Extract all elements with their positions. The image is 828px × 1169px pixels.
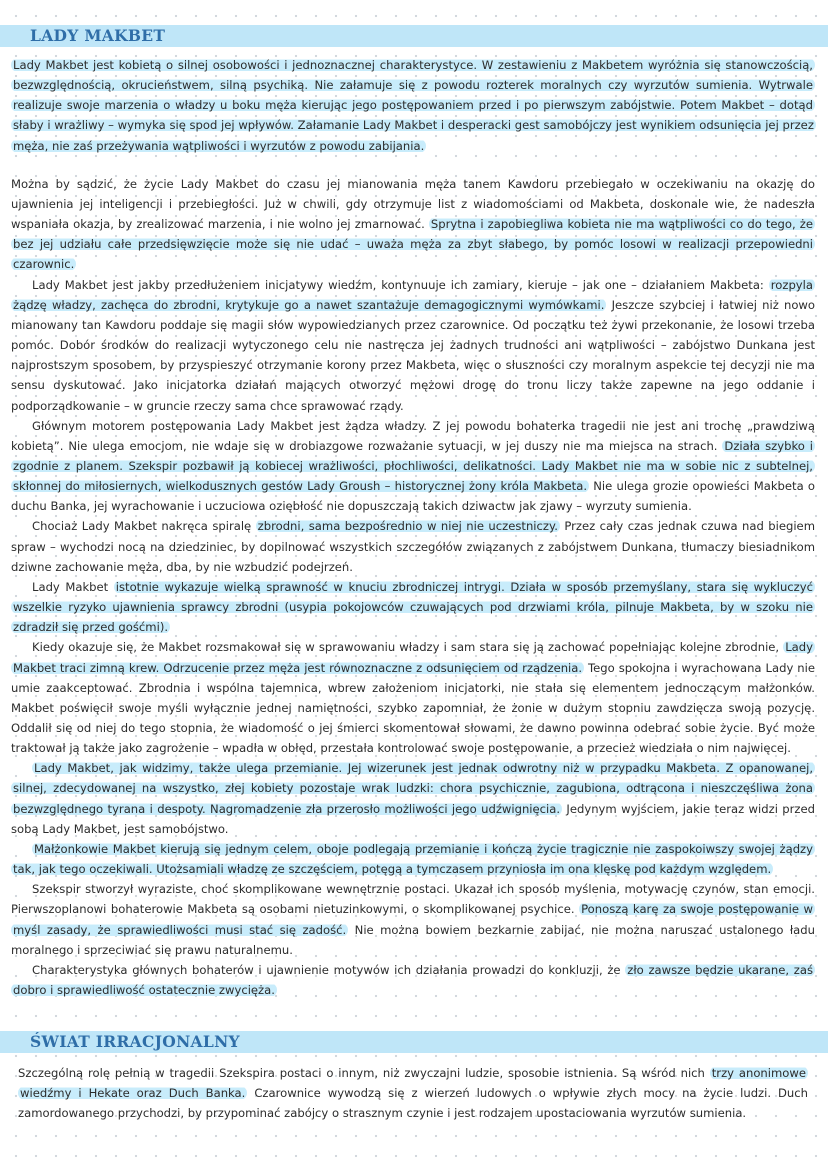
highlighted-text: rozpyla żądzę władzy, zachęca do zbrodni, krytykuje go a nawet szantażuje demagogicznymi wymówkami. bbox=[13, 277, 813, 312]
highlighted-text: zbrodni, sama bezpośrednio w niej nie uczestniczy. bbox=[257, 519, 558, 534]
highlighted-text: Lady Makbet traci zimną krew. Odrzucenie przez męża jest równoznaczne z odsunięciem od rządzenia. bbox=[13, 640, 813, 675]
section-body-swiat-irracjonalny bbox=[18, 1063, 808, 1123]
paragraph: Chociaż Lady Makbet nakręca spiralę zbrodni, sama bezpośrednio w niej nie uczestniczy. Przez cały czas jednak czuwa nad biegiem spraw – wychodzi nocą na dziedziniec, by dopilnować wszystkich szczegółów związanych z zabójstwem Dunkana, tłumaczy biesiadnikom dziwne zachowanie męża, dba, by nie wzbudzić podejrzeń. bbox=[11, 519, 815, 574]
highlighted-text: trzy anonimowe wiedźmy i Hekate oraz Duch Banka. bbox=[20, 1066, 807, 1101]
paragraph: Lady Makbet, jak widzimy, także ulega przemianie. Jej wizerunek jest jednak odwrotny niż w przypadku Makbeta. Z opanowanej, silnej, zdecydowanej na wszystko, złej kobiety pozostaje wrak ludzki: chora psychicznie, zagubiona, odtrącona i nieszczęśliwa żona bezwzględnego tyrana i despoty. Nagromadzenie zła przerosło możliwości jego udźwignięcia. Jedynym wyjściem, jakie teraz widzi przed sobą Lady Makbet, jest samobójstwo. bbox=[11, 761, 815, 836]
paragraph: Lady Makbet jest jakby przedłużeniem inicjatywy wiedźm, kontynuuje ich zamiary, kieruje – jak one – działaniem Makbeta: rozpyla żądzę władzy, zachęca do zbrodni, krytykuje go a nawet szantażuje demagogicznymi wymówkami. Jeszcze szybciej i łatwiej niż nowo mianowany tan Kawdoru poddaje się magii słów wypowiedzianych przez czarownice. Od początku też żywi przekonanie, że losowi trzeba pomóc. Dobór środków do realizacji wytyczonego celu nie nastręcza jej żadnych trudności ani wątpliwości – zabójstwo Dunkana jest najprostszym sposobem, by przyspieszyć otrzymanie korony przez Makbeta, więc o słuszności czy moralnym aspekcie tej decyzji nie ma sensu dyskutować. Jako inicjatorka działań mających otworzyć mężowi drogę do tronu liczy także zapewne na jego oddanie i podporządkowanie – w gruncie rzeczy sama chce sprawować rządy. bbox=[11, 277, 815, 413]
section-title-lady-makbet: LADY MAKBET bbox=[30, 26, 166, 45]
section-title-swiat-irracjonalny: ŚWIAT IRRACJONALNY bbox=[30, 1032, 240, 1051]
paragraph: Można by sądzić, że życie Lady Makbet do czasu jej mianowania męża tanem Kawdoru przebiegało w oczekiwaniu na okazję do ujawnienia jej inteligencji i przebiegłości. Już w chwili, gdy otrzymuje list z wiadomościami od Makbeta, doskonale wie, że nadeszła wspaniała okazja, by zrealizować marzenia, i nie wolno jej zmarnować. Sprytna i zapobiegliwa kobieta nie ma wątpliwości co do tego, że bez jej udziału całe przedsięwzięcie może się nie udać – uważa męża za zbyt słabego, by pomóc losowi w realizacji przepowiedni czarownic. bbox=[11, 176, 815, 272]
highlighted-text: zło zawsze będzie ukarane, zaś dobro i sprawiedliwość ostatecznie zwycięża. bbox=[13, 962, 814, 998]
highlighted-text: istotnie wykazuje wielką sprawność w knuciu zbrodniczej intrygi. Działa w sposób przemyślany, stara się wykluczyć wszelkie ryzyko ujawnienia sprawcy zbrodni (usypia pokojowców czuwających pod drzwiami króla, pilnuje Makbeta, by w szoku nie zdradził się przed gośćmi). bbox=[13, 579, 813, 635]
section-body-lady-makbet bbox=[11, 55, 815, 1000]
highlighted-text: Sprytna i zapobiegliwa kobieta nie ma wątpliwości co do tego, że bez jej udziału całe przedsięwzięcie może się nie udać – uważa męża za zbyt słabego, by pomóc losowi w realizacji przepowiedni czarownic. bbox=[13, 217, 813, 272]
paragraph: Głównym motorem postępowania Lady Makbet jest żądza władzy. Z jej powodu bohaterka tragedii nie jest ani trochę „prawdziwą kobietą”. Nie ulega emocjom, nie wdaje się w drobiazgowe rozważanie sytuacji, w jej duszy nie ma miejsca na strach. Działa szybko i zgodnie z planem. Szekspir pozbawił ją kobiecej wrażliwości, płochliwości, delikatności. Lady Makbet nie ma w sobie nic z subtelnej, skłonnej do miłosiernych, wielkodusznych gestów Lady Groush – historycznej żony króla Makbeta. Nie ulega grozie opowieści Makbeta o duchu Banka, jej wyrachowanie i uczuciowa oziębłość nie dopuszczają takich dziwactw jak zjawy – wyrzuty sumienia. bbox=[11, 418, 815, 514]
paragraph: Kiedy okazuje się, że Makbet rozsmakował się w sprawowaniu władzy i sam stara się ją zachować popełniając kolejne zbrodnie, Lady Makbet traci zimną krew. Odrzucenie przez męża jest równoznaczne z odsunięciem od rządzenia. Tego spokojna i wyrachowana Lady nie umie zaakceptować. Zbrodnia i wspólna tajemnica, wbrew założeniom inicjatorki, nie stała się elementem jednoczącym małżonków. Makbet poświęcił swoje myśli wyłącznie jednej namiętności, szybko zapomniał, że żonie w dużym stopniu zawdzięcza swoją pozycję. Oddalił się od niej do tego stopnia, że wiadomość o jej śmierci skomentował słowami, że dawno powinna odebrać sobie życie. Być może traktował ją także jako zagrożenie – wpadła w obłęd, przestała kontrolować swoje postępowanie, a przecież wiedziała o nim najwięcej. bbox=[11, 640, 815, 756]
paragraph: Lady Makbet istotnie wykazuje wielką sprawność w knuciu zbrodniczej intrygi. Działa w sposób przemyślany, stara się wykluczyć wszelkie ryzyko ujawnienia sprawcy zbrodni (usypia pokojowców czuwających pod drzwiami króla, pilnuje Makbeta, by w szoku nie zdradził się przed gośćmi). bbox=[13, 579, 813, 635]
highlighted-text: Lady Makbet jest kobietą o silnej osobowości i jednoznacznej charakterystyce. W zestawieniu z Makbetem wyróżnia się stanowczością, bezwzględnością, okrucieństwem, silną psychiką. Nie załamuje się z powodu rozterek moralnych czy wyrzutów sumienia. Wytrwale realizuje swoje marzenia o władzy u boku męża kierując jego postępowaniem przed i po pierwszym zabójstwie. Potem Makbet – dotąd słaby i wrażliwy – wymyka się spod jej wpływów. Załamanie Lady Makbet i desperacki gest samobójczy jest wynikiem odsunięcia jej przez męża, nie zaś przeżywania wątpliwości i wyrzutów z powodu zabijania. bbox=[13, 58, 814, 153]
highlighted-text: Lady Makbet, jak widzimy, także ulega przemianie. Jej wizerunek jest jednak odwrotny niż w przypadku Makbeta. Z opanowanej, silnej, zdecydowanej na wszystko, złej kobiety pozostaje wrak ludzki: chora psychicznie, zagubiona, odtrącona i nieszczęśliwa żona bezwzględnego tyrana i despoty. Nagromadzenie zła przerosło możliwości jego udźwignięcia. bbox=[13, 761, 813, 816]
paragraph bbox=[11, 839, 815, 879]
highlighted-text: Działa szybko i zgodnie z planem. Szekspir pozbawił ją kobiecej wrażliwości, płochliwości, delikatności. Lady Makbet nie ma w sobie nic z subtelnej, skłonnej do miłosiernych, wielkodusznych gestów Lady Groush – historycznej żony króla Makbeta. bbox=[13, 438, 813, 494]
paragraph bbox=[11, 55, 815, 156]
paragraph: Szekspir stworzył wyraziste, choć skomplikowane wewnętrznie postaci. Ukazał ich sposób myślenia, motywację czynów, stan emocji. Pierwszoplanowi bohaterowie Makbeta są osobami nietuzinkowymi, o skomplikowanej psychice. Ponoszą karę za swoje postępowanie w myśl zasady, że sprawiedliwości musi stać się zadość. Nie można bowiem bezkarnie zabijać, nie można naruszać ustalonego ładu moralnego i sprzeciwiać się prawu naturalnemu. bbox=[11, 882, 815, 957]
paragraph: Szczególną rolę pełnią w tragedii Szekspira postaci o innym, niż zwyczajni ludzie, sposobie istnienia. Są wśród nich trzy anonimowe wiedźmy i Hekate oraz Duch Banka. Czarownice wywodzą się z wierzeń ludowych o wpływie złych mocy na życie ludzi. Duch zamordowanego przychodzi, by przypominać zabójcy o strasznym czynie i jest rodzajem upostaciowania wyrzutów sumienia. bbox=[18, 1066, 808, 1121]
highlighted-text: Małżonkowie Makbet kierują się jednym celem, oboje podlegają przemianie i kończą życie tragicznie nie zaspokoiwszy swojej żądzy tak, jak tego oczekiwali. Utożsamiali władzę ze szczęściem, potęgą a tymczasem przyniosła im ona klęskę pod każdym względem. bbox=[13, 841, 813, 877]
paragraph: Charakterystyka głównych bohaterów i ujawnienie motywów ich działania prowadzi do konkluzji, że zło zawsze będzie ukarane, zaś dobro i sprawiedliwość ostatecznie zwycięża. bbox=[13, 962, 814, 998]
highlighted-text: Ponoszą karę za swoje postępowanie w myśl zasady, że sprawiedliwości musi stać się zadość. bbox=[13, 902, 813, 937]
